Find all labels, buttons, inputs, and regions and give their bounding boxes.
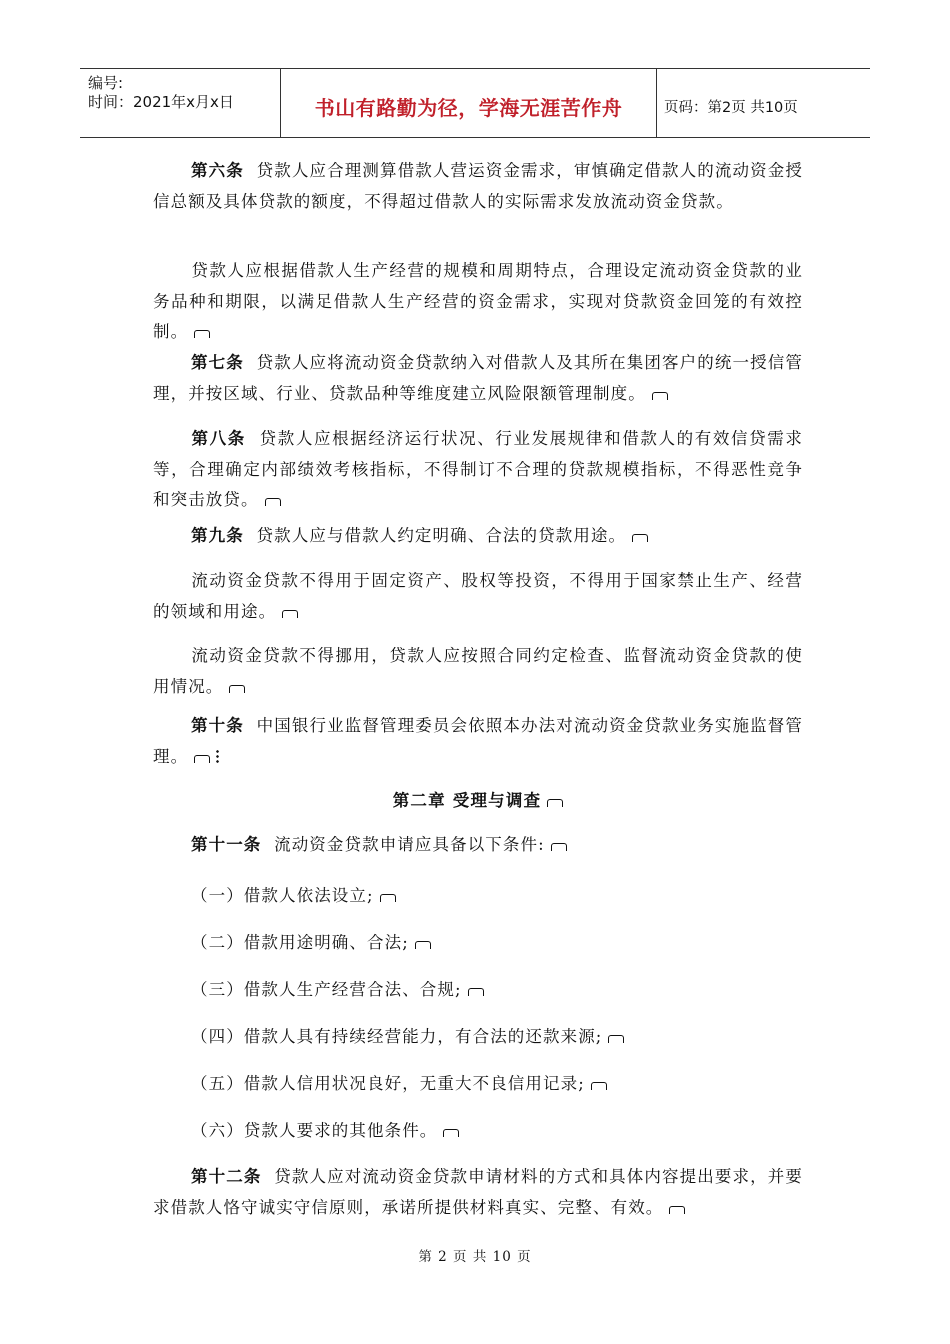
paragraph-mark-icon [194, 755, 210, 763]
ellipsis-icon [216, 749, 219, 764]
condition-item [191, 1070, 607, 1094]
article-text: 贷款人应与借款人约定明确、合法的贷款用途。 [256, 526, 627, 545]
article-text: 贷款人应根据经济运行状况、行业发展规律和借款人的有效信贷需求等，合理确定内部绩效考核指标，不得制订不合理的贷款规模指标，不得恶性竞争和突击放贷。 [153, 429, 803, 509]
paragraph-mark-icon [632, 534, 648, 542]
article-8-para [153, 424, 803, 516]
condition-text: （四）借款人具有持续经营能力，有合法的还款来源; [191, 1027, 603, 1046]
condition-item [191, 1023, 624, 1047]
header-meta-cell [80, 69, 280, 137]
article-text: 贷款人应将流动资金贷款纳入对借款人及其所在集团客户的统一授信管理，并按区域、行业、贷款品种等维度建立风险限额管理制度。 [153, 353, 803, 403]
header-motto: 书山有路勤为径，学海无涯苦作舟 [314, 96, 623, 120]
article-title: 第九条 [191, 526, 244, 545]
chapter-title: 第二章 受理与调查 [392, 791, 542, 810]
paragraph-mark-icon [265, 498, 281, 506]
condition-text: （一）借款人依法设立; [191, 886, 374, 905]
article-7-para [153, 348, 803, 409]
condition-text: （二）借款用途明确、合法; [191, 933, 409, 952]
paragraph-mark-icon [468, 988, 484, 996]
paragraph-mark-icon [443, 1129, 459, 1137]
paragraph-mark-icon [669, 1206, 685, 1214]
article-title: 第十二条 [191, 1167, 262, 1186]
header-number-label: 编号: [88, 74, 124, 92]
paragraph-mark-icon [415, 941, 431, 949]
condition-text: （六）贷款人要求的其他条件。 [191, 1121, 438, 1140]
paragraph-mark-icon [608, 1035, 624, 1043]
paragraph-mark-icon [194, 330, 210, 338]
article-title: 第十一条 [191, 835, 262, 854]
header-motto-cell [280, 69, 657, 137]
article-text: 流动资金贷款不得用于固定资产、股权等投资，不得用于国家禁止生产、经营的领域和用途。 [153, 571, 803, 621]
article-6-para-2 [153, 256, 803, 348]
header-page-cell [656, 69, 870, 137]
page-header-table [80, 68, 870, 138]
paragraph-mark-icon [652, 392, 668, 400]
article-10-para [153, 711, 803, 772]
article-title: 第六条 [191, 161, 244, 180]
header-time-label: 时间：2021年x月x日 [88, 93, 234, 111]
article-text: 贷款人应根据借款人生产经营的规模和周期特点，合理设定流动资金贷款的业务品种和期限，以满足借款人生产经营的资金需求，实现对贷款资金回笼的有效控制。 [153, 261, 803, 341]
article-text: 流动资金贷款不得挪用，贷款人应按照合同约定检查、监督流动资金贷款的使用情况。 [153, 646, 803, 696]
condition-item [191, 929, 431, 953]
header-page-label: 页码：第2页 共10页 [664, 100, 798, 116]
condition-item [191, 1117, 459, 1141]
condition-text: （五）借款人信用状况良好，无重大不良信用记录; [191, 1074, 585, 1093]
page-footer: 第 2 页 共 10 页 [418, 1249, 532, 1265]
article-9-para-3 [153, 641, 803, 702]
article-text: 中国银行业监督管理委员会依照本办法对流动资金贷款业务实施监督管理。 [153, 716, 803, 766]
paragraph-mark-icon [551, 843, 567, 851]
condition-text: （三）借款人生产经营合法、合规; [191, 980, 462, 999]
chapter-heading [153, 787, 803, 811]
condition-item [191, 976, 484, 1000]
article-title: 第十条 [191, 716, 244, 735]
article-6-para [153, 156, 803, 217]
article-9-para-2 [153, 566, 803, 627]
article-12-para [153, 1162, 803, 1223]
article-9-para [153, 521, 803, 552]
paragraph-mark-icon [547, 799, 563, 807]
paragraph-mark-icon [229, 685, 245, 693]
paragraph-mark-icon [380, 894, 396, 902]
article-11-para [153, 830, 803, 861]
paragraph-mark-icon [282, 610, 298, 618]
condition-item [191, 882, 396, 906]
article-title: 第七条 [191, 353, 244, 372]
article-text: 贷款人应对流动资金贷款申请材料的方式和具体内容提出要求，并要求借款人恪守诚实守信原则，承诺所提供材料真实、完整、有效。 [153, 1167, 803, 1217]
article-text: 贷款人应合理测算借款人营运资金需求，审慎确定借款人的流动资金授信总额及具体贷款的额度，不得超过借款人的实际需求发放流动资金贷款。 [153, 161, 803, 211]
article-text: 流动资金贷款申请应具备以下条件: [274, 835, 545, 854]
article-title: 第八条 [191, 429, 246, 448]
paragraph-mark-icon [591, 1082, 607, 1090]
